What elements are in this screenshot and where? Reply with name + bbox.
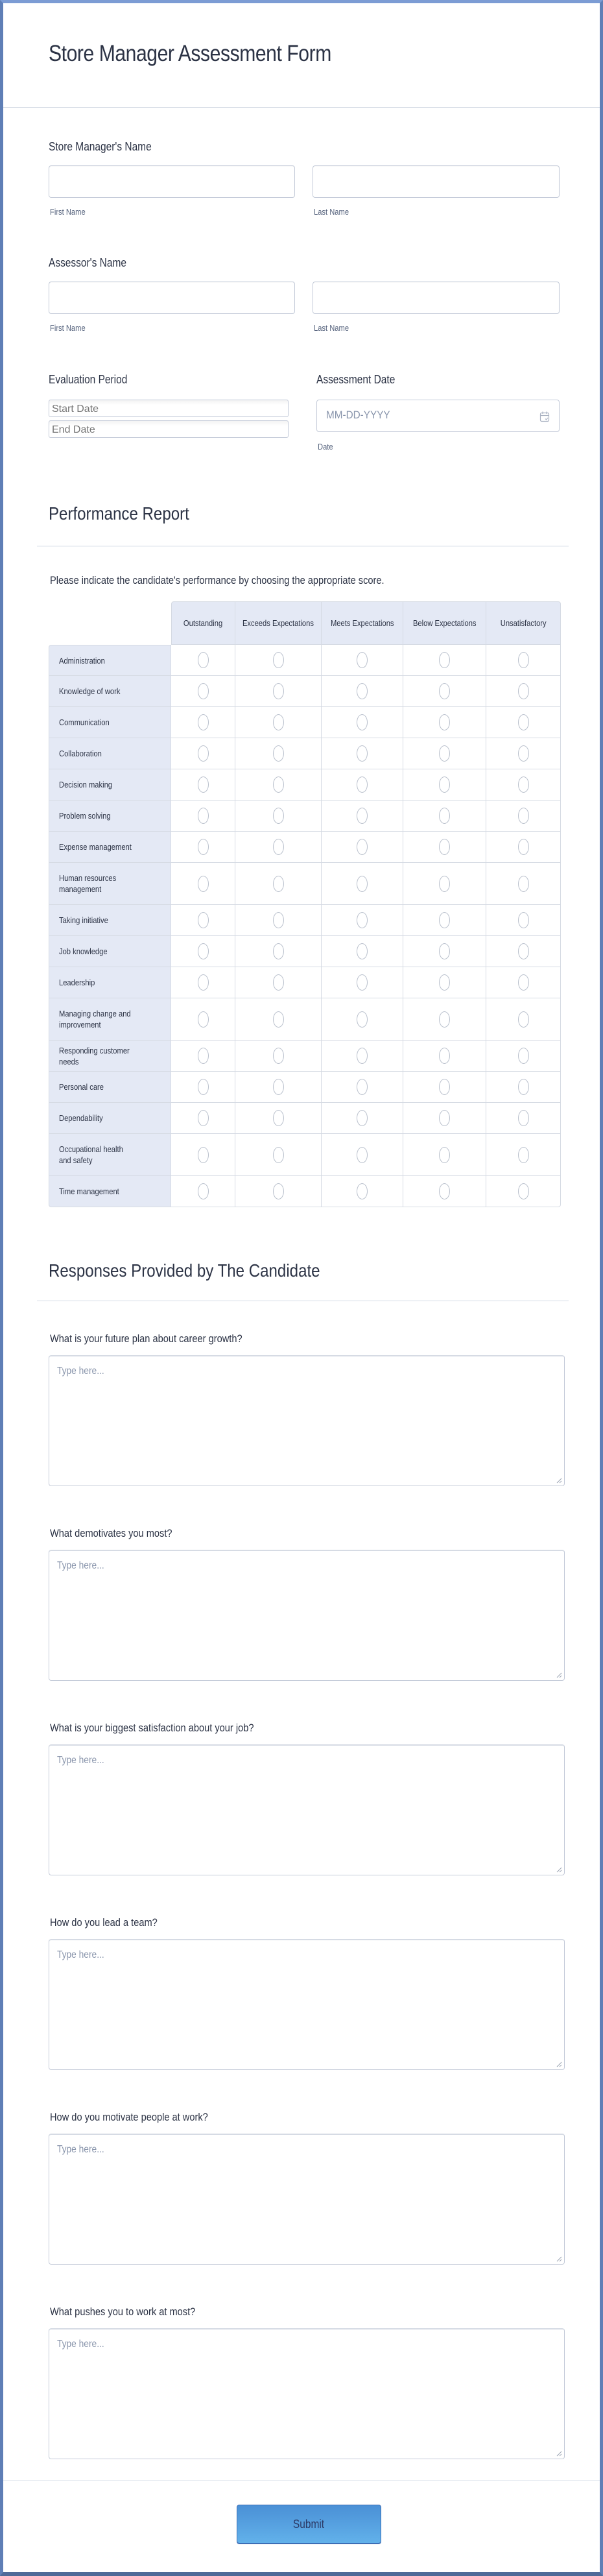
matrix-row-label bbox=[49, 769, 171, 800]
matrix-cell bbox=[235, 936, 322, 967]
matrix-row bbox=[49, 1134, 561, 1176]
rating-radio[interactable] bbox=[273, 1048, 284, 1064]
matrix-cell bbox=[486, 1041, 561, 1072]
matrix-cell bbox=[486, 769, 561, 800]
question-label: What is your future plan about career growth? bbox=[50, 1332, 242, 1345]
rating-radio[interactable] bbox=[198, 912, 209, 928]
matrix-row-label bbox=[49, 800, 171, 832]
matrix-cell bbox=[171, 1134, 235, 1176]
end-date-input[interactable] bbox=[49, 420, 289, 438]
question-label: How do you motivate people at work? bbox=[50, 2111, 208, 2123]
row-label-text: Job knowledge bbox=[59, 946, 108, 956]
rating-radio[interactable] bbox=[357, 876, 368, 892]
matrix-row-label bbox=[49, 905, 171, 936]
calendar-icon[interactable] bbox=[539, 411, 550, 422]
rating-radio[interactable] bbox=[273, 776, 284, 793]
row-label-text: Knowledge of work bbox=[59, 686, 121, 696]
rating-radio[interactable] bbox=[439, 943, 450, 959]
rating-radio[interactable] bbox=[439, 1011, 450, 1028]
matrix-cell bbox=[171, 1103, 235, 1134]
matrix-row bbox=[49, 863, 561, 905]
matrix-cell bbox=[403, 769, 486, 800]
matrix-cell bbox=[403, 1041, 486, 1072]
row-label-text: Taking initiative bbox=[59, 915, 108, 925]
responses-section-title: Responses Provided by The Candidate bbox=[49, 1260, 320, 1281]
matrix-row bbox=[49, 832, 561, 863]
resize-grip-icon[interactable] bbox=[556, 1866, 562, 1873]
rating-radio[interactable] bbox=[439, 776, 450, 793]
answer-placeholder: Type here... bbox=[57, 2339, 104, 2350]
matrix-cell bbox=[171, 800, 235, 832]
matrix-cell bbox=[235, 1176, 322, 1207]
matrix-cell bbox=[171, 905, 235, 936]
row-label-text: Administration bbox=[59, 655, 105, 666]
row-label-text: Human resources management bbox=[59, 873, 117, 894]
rating-radio[interactable] bbox=[518, 1183, 529, 1199]
rating-radio[interactable] bbox=[357, 1048, 368, 1064]
matrix-cell bbox=[235, 1072, 322, 1103]
matrix-row bbox=[49, 998, 561, 1041]
row-label-text: Decision making bbox=[59, 780, 113, 789]
store-manager-first-name-input[interactable] bbox=[49, 165, 295, 198]
matrix-cell bbox=[403, 832, 486, 863]
column-header-label: Exceeds Expectations bbox=[242, 618, 314, 628]
rating-radio[interactable] bbox=[273, 1183, 284, 1199]
column-header-label: Below Expectations bbox=[412, 618, 477, 628]
rating-radio[interactable] bbox=[198, 683, 209, 699]
matrix-cell bbox=[171, 1041, 235, 1072]
matrix-cell bbox=[403, 645, 486, 676]
matrix-row bbox=[49, 707, 561, 738]
assessor-name-label: Assessor's Name bbox=[49, 256, 126, 269]
matrix-cell bbox=[171, 769, 235, 800]
answer-textarea[interactable] bbox=[49, 1355, 565, 1486]
matrix-row-label bbox=[49, 645, 171, 676]
rating-radio[interactable] bbox=[273, 652, 284, 668]
rating-radio[interactable] bbox=[273, 745, 284, 762]
matrix-cell bbox=[322, 645, 403, 676]
matrix-row bbox=[49, 1041, 561, 1072]
matrix-cell bbox=[235, 800, 322, 832]
rating-radio[interactable] bbox=[273, 974, 284, 991]
rating-radio[interactable] bbox=[518, 683, 529, 699]
matrix-cell bbox=[322, 998, 403, 1041]
rating-radio[interactable] bbox=[357, 1183, 368, 1199]
matrix-cell bbox=[486, 863, 561, 905]
matrix-cell bbox=[486, 1103, 561, 1134]
answer-placeholder: Type here... bbox=[57, 1949, 104, 1960]
matrix-cell bbox=[486, 1176, 561, 1207]
matrix-row bbox=[49, 676, 561, 707]
rating-radio[interactable] bbox=[439, 1110, 450, 1126]
rating-radio[interactable] bbox=[273, 876, 284, 892]
matrix-cell bbox=[322, 967, 403, 998]
rating-radio[interactable] bbox=[439, 683, 450, 699]
rating-radio[interactable] bbox=[198, 1048, 209, 1064]
matrix-cell bbox=[322, 738, 403, 769]
matrix-cell bbox=[235, 676, 322, 707]
matrix-row-label bbox=[49, 676, 171, 707]
matrix-cell bbox=[403, 905, 486, 936]
performance-section-title: Performance Report bbox=[49, 503, 189, 524]
rating-radio[interactable] bbox=[273, 808, 284, 824]
submit-label: Submit bbox=[293, 2517, 325, 2531]
matrix-row-label bbox=[49, 1072, 171, 1103]
header-divider bbox=[3, 107, 600, 108]
matrix-cell bbox=[486, 707, 561, 738]
form-title: Store Manager Assessment Form bbox=[49, 41, 331, 66]
matrix-cell bbox=[403, 863, 486, 905]
column-header-label: Outstanding bbox=[183, 618, 223, 628]
matrix-cell bbox=[403, 1176, 486, 1207]
matrix-cell bbox=[235, 707, 322, 738]
rating-radio[interactable] bbox=[198, 974, 209, 991]
matrix-cell bbox=[235, 769, 322, 800]
answer-placeholder: Type here... bbox=[57, 1560, 104, 1571]
matrix-cell bbox=[322, 863, 403, 905]
rating-radio[interactable] bbox=[518, 1079, 529, 1095]
rating-radio[interactable] bbox=[198, 714, 209, 730]
matrix-cell bbox=[171, 936, 235, 967]
rating-radio[interactable] bbox=[439, 652, 450, 668]
assessor-first-name-input[interactable] bbox=[49, 282, 295, 314]
matrix-cell bbox=[235, 1041, 322, 1072]
rating-radio[interactable] bbox=[439, 876, 450, 892]
matrix-cell bbox=[171, 738, 235, 769]
rating-radio[interactable] bbox=[198, 876, 209, 892]
answer-textarea[interactable] bbox=[49, 2328, 565, 2459]
matrix-cell bbox=[171, 863, 235, 905]
matrix-row-label bbox=[49, 1176, 171, 1207]
question-label: What pushes you to work at most? bbox=[50, 2305, 196, 2318]
matrix-cell bbox=[322, 800, 403, 832]
rating-radio[interactable] bbox=[518, 974, 529, 991]
rating-radio[interactable] bbox=[518, 652, 529, 668]
rating-radio[interactable] bbox=[357, 1079, 368, 1095]
submit-button[interactable] bbox=[237, 2505, 381, 2544]
question-label: What is your biggest satisfaction about your job? bbox=[50, 1722, 254, 1734]
rating-radio[interactable] bbox=[198, 652, 209, 668]
rating-radio[interactable] bbox=[357, 745, 368, 762]
matrix-cell bbox=[235, 1134, 322, 1176]
row-label-text: Dependability bbox=[59, 1113, 103, 1123]
matrix-row bbox=[49, 1072, 561, 1103]
answer-textarea[interactable] bbox=[49, 1550, 565, 1681]
assessment-date-label: Assessment Date bbox=[316, 373, 396, 386]
matrix-row bbox=[49, 738, 561, 769]
matrix-cell bbox=[322, 1134, 403, 1176]
matrix-row bbox=[49, 769, 561, 800]
rating-radio[interactable] bbox=[273, 714, 284, 730]
matrix-cell bbox=[171, 1072, 235, 1103]
matrix-cell bbox=[403, 1103, 486, 1134]
responses-divider bbox=[37, 1300, 569, 1301]
matrix-cell bbox=[235, 1103, 322, 1134]
rating-radio[interactable] bbox=[439, 974, 450, 991]
rating-radio[interactable] bbox=[518, 839, 529, 855]
resize-grip-icon[interactable] bbox=[556, 2256, 562, 2262]
matrix-cell bbox=[171, 1176, 235, 1207]
assessment-date-input[interactable] bbox=[316, 400, 560, 432]
answer-placeholder: Type here... bbox=[57, 1755, 104, 1766]
rating-radio[interactable] bbox=[357, 1147, 368, 1163]
rating-radio[interactable] bbox=[198, 776, 209, 793]
matrix-cell bbox=[486, 676, 561, 707]
row-label-text: Occupational health and safety bbox=[59, 1144, 123, 1165]
rating-radio[interactable] bbox=[439, 839, 450, 855]
matrix-cell bbox=[322, 707, 403, 738]
store-manager-last-name-input[interactable] bbox=[313, 165, 560, 198]
assessment-date-placeholder: MM-DD-YYYY bbox=[326, 409, 390, 421]
matrix-header-row bbox=[49, 601, 561, 645]
resize-grip-icon[interactable] bbox=[556, 1477, 562, 1484]
rating-radio[interactable] bbox=[439, 714, 450, 730]
rating-radio[interactable] bbox=[518, 745, 529, 762]
matrix-column-header bbox=[486, 601, 561, 645]
matrix-row bbox=[49, 967, 561, 998]
rating-radio[interactable] bbox=[357, 1110, 368, 1126]
matrix-row bbox=[49, 936, 561, 967]
answer-placeholder: Type here... bbox=[57, 2144, 104, 2155]
rating-radio[interactable] bbox=[439, 1147, 450, 1163]
matrix-cell bbox=[235, 645, 322, 676]
matrix-cell bbox=[486, 832, 561, 863]
rating-radio[interactable] bbox=[273, 1079, 284, 1095]
rating-radio[interactable] bbox=[357, 808, 368, 824]
matrix-cell bbox=[235, 738, 322, 769]
row-label-text: Problem solving bbox=[59, 811, 111, 821]
footer-divider bbox=[3, 2480, 600, 2481]
rating-radio[interactable] bbox=[518, 1147, 529, 1163]
rating-radio[interactable] bbox=[439, 1048, 450, 1064]
rating-radio[interactable] bbox=[357, 714, 368, 730]
matrix-cell bbox=[403, 707, 486, 738]
rating-radio[interactable] bbox=[198, 1079, 209, 1095]
matrix-cell bbox=[171, 707, 235, 738]
answer-textarea[interactable] bbox=[49, 1939, 565, 2070]
matrix-cell bbox=[403, 1072, 486, 1103]
rating-radio[interactable] bbox=[273, 943, 284, 959]
evaluation-period-label: Evaluation Period bbox=[49, 373, 128, 386]
matrix-cell bbox=[322, 905, 403, 936]
assessment-date-sublabel: Date bbox=[318, 442, 333, 451]
rating-radio[interactable] bbox=[518, 1048, 529, 1064]
matrix-cell bbox=[322, 1072, 403, 1103]
performance-instruction: Please indicate the candidate's performance by choosing the appropriate score. bbox=[50, 574, 384, 586]
column-header-label: Unsatisfactory bbox=[500, 618, 547, 628]
matrix-row-label bbox=[49, 738, 171, 769]
matrix-cell bbox=[486, 998, 561, 1041]
rating-radio[interactable] bbox=[357, 652, 368, 668]
rating-radio[interactable] bbox=[439, 1183, 450, 1199]
resize-grip-icon[interactable] bbox=[556, 2450, 562, 2457]
matrix-cell bbox=[235, 905, 322, 936]
matrix-column-header bbox=[235, 601, 322, 645]
rating-radio[interactable] bbox=[357, 912, 368, 928]
rating-radio[interactable] bbox=[357, 839, 368, 855]
rating-radio[interactable] bbox=[518, 808, 529, 824]
rating-radio[interactable] bbox=[357, 974, 368, 991]
row-label-text: Expense management bbox=[59, 842, 132, 852]
matrix-cell bbox=[235, 998, 322, 1041]
rating-radio[interactable] bbox=[273, 912, 284, 928]
assessor-first-name-sublabel: First Name bbox=[50, 323, 86, 333]
matrix-cell bbox=[322, 832, 403, 863]
rating-radio[interactable] bbox=[518, 776, 529, 793]
question-label: How do you lead a team? bbox=[50, 1916, 158, 1929]
matrix-cell bbox=[403, 998, 486, 1041]
matrix-cell bbox=[235, 967, 322, 998]
rating-radio[interactable] bbox=[439, 808, 450, 824]
matrix-cell bbox=[486, 738, 561, 769]
matrix-row-label bbox=[49, 967, 171, 998]
row-label-text: Personal care bbox=[59, 1082, 104, 1092]
rating-radio[interactable] bbox=[198, 745, 209, 762]
rating-radio[interactable] bbox=[273, 839, 284, 855]
rating-radio[interactable] bbox=[439, 745, 450, 762]
matrix-cell bbox=[403, 676, 486, 707]
matrix-cell bbox=[403, 967, 486, 998]
matrix-column-header bbox=[171, 601, 235, 645]
matrix-cell bbox=[322, 1176, 403, 1207]
rating-radio[interactable] bbox=[518, 1011, 529, 1028]
rating-radio[interactable] bbox=[357, 776, 368, 793]
rating-radio[interactable] bbox=[273, 683, 284, 699]
rating-radio[interactable] bbox=[273, 1011, 284, 1028]
rating-radio[interactable] bbox=[518, 876, 529, 892]
column-header-label: Meets Expectations bbox=[330, 618, 394, 628]
performance-divider bbox=[37, 546, 569, 547]
row-label-text: Communication bbox=[59, 717, 110, 727]
resize-grip-icon[interactable] bbox=[556, 1672, 562, 1678]
matrix-row-label bbox=[49, 1041, 171, 1072]
row-label-text: Managing change and improvement bbox=[59, 1009, 131, 1029]
matrix-row-label bbox=[49, 936, 171, 967]
matrix-cell bbox=[486, 936, 561, 967]
rating-radio[interactable] bbox=[518, 714, 529, 730]
matrix-cell bbox=[322, 1103, 403, 1134]
matrix-cell bbox=[171, 998, 235, 1041]
rating-radio[interactable] bbox=[198, 943, 209, 959]
matrix-row-label bbox=[49, 863, 171, 905]
matrix-row bbox=[49, 905, 561, 936]
rating-radio[interactable] bbox=[198, 1183, 209, 1199]
matrix-cell bbox=[403, 936, 486, 967]
matrix-column-header bbox=[403, 601, 486, 645]
matrix-row bbox=[49, 800, 561, 832]
matrix-cell bbox=[322, 936, 403, 967]
row-label-text: Time management bbox=[59, 1186, 119, 1196]
row-label-text: Responding customer needs bbox=[59, 1045, 130, 1066]
matrix-cell bbox=[486, 645, 561, 676]
matrix-cell bbox=[171, 676, 235, 707]
rating-radio[interactable] bbox=[198, 1011, 209, 1028]
matrix-cell bbox=[171, 967, 235, 998]
matrix-row-label bbox=[49, 1134, 171, 1176]
rating-radio[interactable] bbox=[439, 912, 450, 928]
rating-radio[interactable] bbox=[273, 1110, 284, 1126]
rating-radio[interactable] bbox=[439, 1079, 450, 1095]
matrix-cell bbox=[486, 1134, 561, 1176]
matrix-cell bbox=[171, 832, 235, 863]
rating-radio[interactable] bbox=[198, 1110, 209, 1126]
assessor-last-name-sublabel: Last Name bbox=[314, 323, 349, 333]
matrix-row bbox=[49, 645, 561, 676]
matrix-row bbox=[49, 1103, 561, 1134]
answer-placeholder: Type here... bbox=[57, 1366, 104, 1377]
question-label: What demotivates you most? bbox=[50, 1527, 172, 1539]
resize-grip-icon[interactable] bbox=[556, 2061, 562, 2067]
matrix-cell bbox=[322, 769, 403, 800]
row-label-text: Leadership bbox=[59, 978, 95, 987]
rating-radio[interactable] bbox=[198, 839, 209, 855]
rating-radio[interactable] bbox=[357, 1011, 368, 1028]
rating-radio[interactable] bbox=[273, 1147, 284, 1163]
matrix-cell bbox=[486, 905, 561, 936]
start-date-input[interactable] bbox=[49, 400, 289, 417]
assessor-last-name-input[interactable] bbox=[313, 282, 560, 314]
rating-radio[interactable] bbox=[518, 943, 529, 959]
matrix-row-label bbox=[49, 1103, 171, 1134]
store-manager-name-label: Store Manager's Name bbox=[49, 140, 152, 153]
matrix-column-header bbox=[322, 601, 403, 645]
matrix-cell bbox=[403, 738, 486, 769]
matrix-cell bbox=[403, 800, 486, 832]
matrix-cell bbox=[171, 645, 235, 676]
row-label-text: Collaboration bbox=[59, 749, 102, 758]
matrix-row-label bbox=[49, 832, 171, 863]
store-manager-first-name-sublabel: First Name bbox=[50, 207, 86, 217]
matrix-cell bbox=[403, 1134, 486, 1176]
matrix-cell bbox=[486, 967, 561, 998]
rating-radio[interactable] bbox=[357, 683, 368, 699]
answer-textarea[interactable] bbox=[49, 1744, 565, 1875]
matrix-cell bbox=[235, 832, 322, 863]
rating-radio[interactable] bbox=[198, 1147, 209, 1163]
matrix-row-label bbox=[49, 707, 171, 738]
matrix-cell bbox=[235, 863, 322, 905]
matrix-cell bbox=[322, 676, 403, 707]
matrix-cell bbox=[486, 800, 561, 832]
matrix-row bbox=[49, 1176, 561, 1207]
matrix-cell bbox=[486, 1072, 561, 1103]
answer-textarea[interactable] bbox=[49, 2134, 565, 2265]
store-manager-last-name-sublabel: Last Name bbox=[314, 207, 349, 217]
rating-radio[interactable] bbox=[518, 912, 529, 928]
matrix-row-label bbox=[49, 998, 171, 1041]
rating-radio[interactable] bbox=[518, 1110, 529, 1126]
matrix-cell bbox=[322, 1041, 403, 1072]
rating-radio[interactable] bbox=[198, 808, 209, 824]
rating-radio[interactable] bbox=[357, 943, 368, 959]
